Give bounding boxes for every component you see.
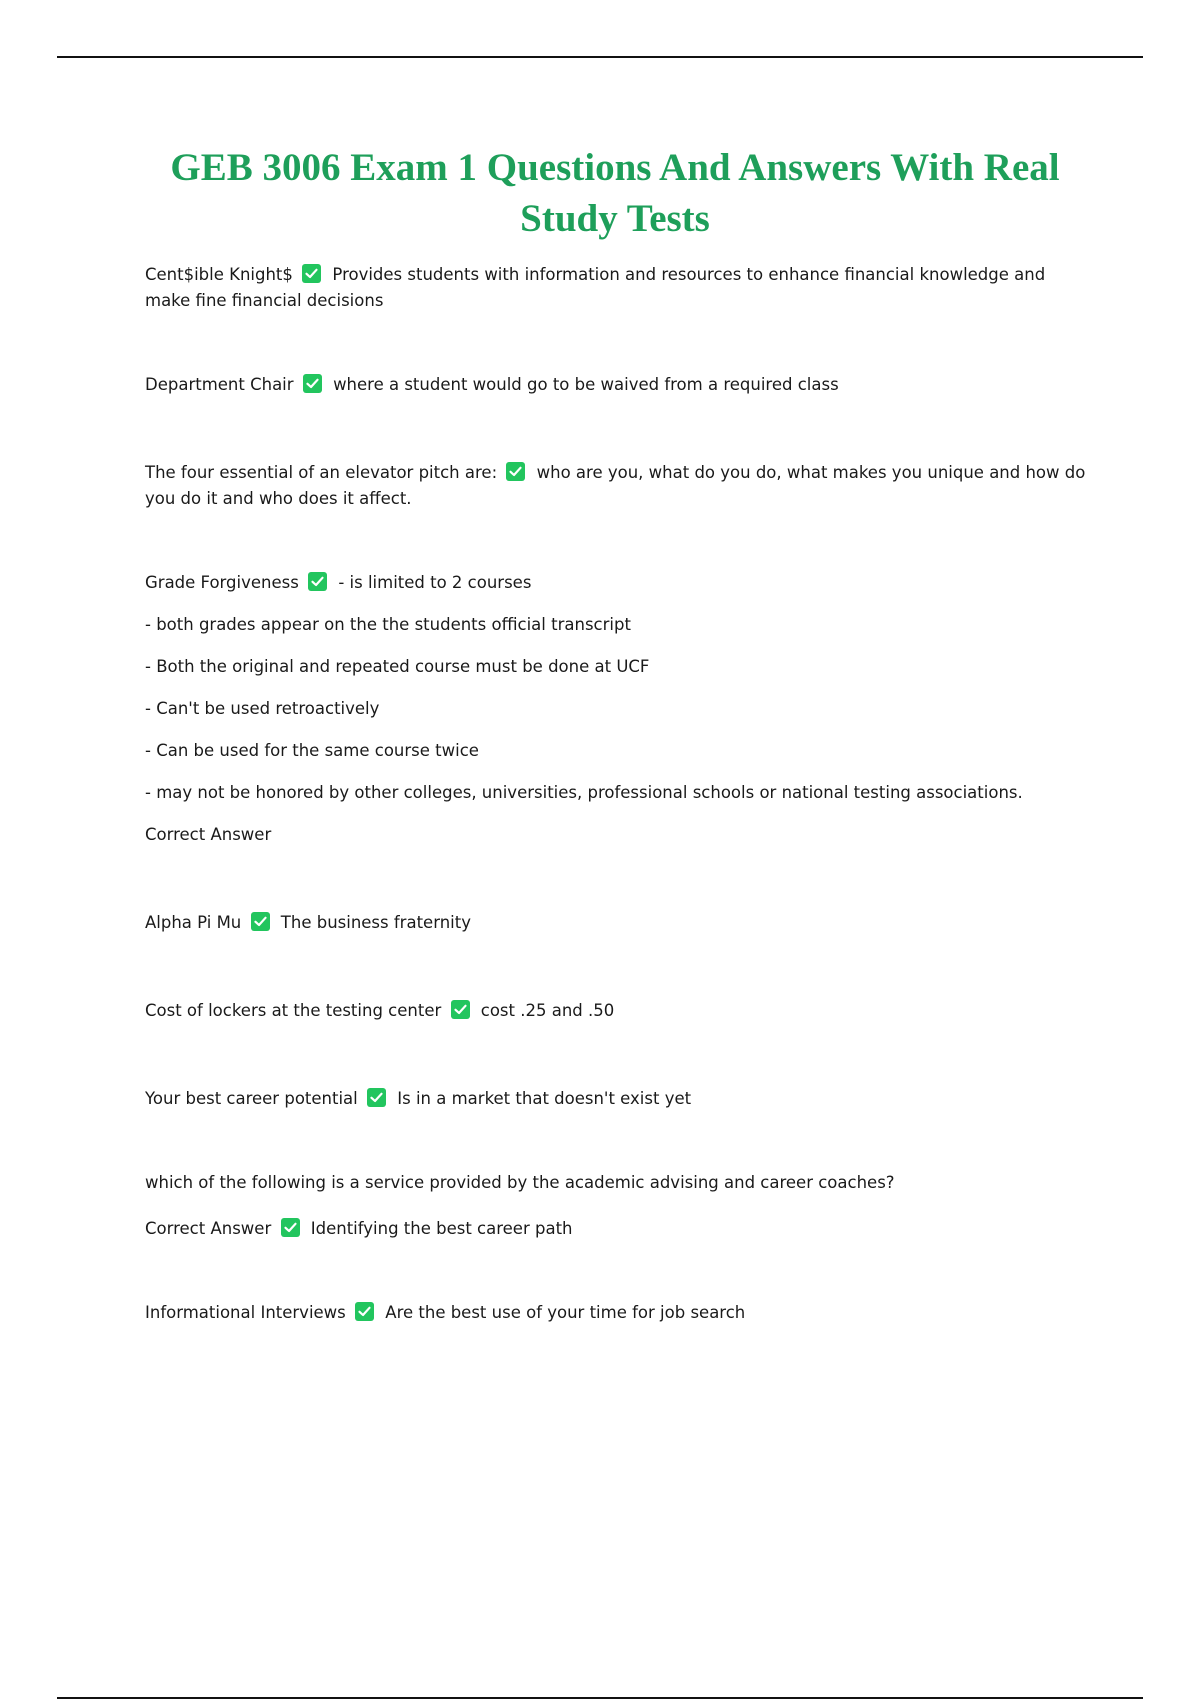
answer: where a student would go to be waived from a required class bbox=[333, 375, 839, 394]
term: Cost of lockers at the testing center bbox=[145, 1001, 442, 1020]
checkmark-icon bbox=[367, 1088, 386, 1107]
list-item: - both grades appear on the the students official transcript bbox=[145, 615, 631, 634]
answer: Identifying the best career path bbox=[310, 1219, 573, 1238]
term: Cent$ible Knight$ bbox=[145, 265, 293, 284]
answer: Are the best use of your time for job search bbox=[385, 1303, 746, 1322]
term: Alpha Pi Mu bbox=[145, 913, 242, 932]
term: Your best career potential bbox=[145, 1089, 358, 1108]
qa-entry-advising bbox=[145, 1216, 1090, 1242]
qa-entry-alpha-pi-mu bbox=[145, 910, 1090, 936]
checkmark-icon bbox=[451, 1000, 470, 1019]
qa-entry-elevator-pitch bbox=[145, 460, 1090, 512]
checkmark-icon bbox=[506, 462, 525, 481]
list-item: - Can't be used retroactively bbox=[145, 699, 380, 718]
term: The four essential of an elevator pitch are: bbox=[145, 463, 498, 482]
checkmark-icon bbox=[302, 264, 321, 283]
correct-answer-label: Correct Answer bbox=[145, 825, 272, 844]
document-title: GEB 3006 Exam 1 Questions And Answers With Real Study Tests bbox=[170, 146, 1060, 240]
list-item: - may not be honored by other colleges, universities, professional schools or national testing associations. bbox=[145, 783, 1023, 802]
qa-entry-department-chair bbox=[145, 372, 1090, 398]
answer: who are you, what do you do, what makes you unique and how do you do it and who does it affect. bbox=[145, 463, 1086, 508]
list-item: - Can be used for the same course twice bbox=[145, 741, 479, 760]
bottom-rule bbox=[57, 1697, 1143, 1699]
question-advising: which of the following is a service provided by the academic advising and career coaches? bbox=[145, 1173, 895, 1192]
answer: cost .25 and .50 bbox=[480, 1001, 615, 1020]
checkmark-icon bbox=[281, 1218, 300, 1237]
qa-entry-informational-interviews bbox=[145, 1300, 1090, 1326]
qa-entry-career-potential bbox=[145, 1086, 1090, 1112]
list-item: - Both the original and repeated course must be done at UCF bbox=[145, 657, 650, 676]
qa-entry-centsible bbox=[145, 262, 1090, 314]
checkmark-icon bbox=[308, 572, 327, 591]
answer: - is limited to 2 courses bbox=[338, 573, 532, 592]
qa-content bbox=[145, 262, 1090, 1326]
checkmark-icon bbox=[303, 374, 322, 393]
answer: Provides students with information and resources to enhance financial knowledge and make fine financial decisions bbox=[145, 265, 1046, 310]
top-rule bbox=[57, 56, 1143, 58]
qa-entry-lockers bbox=[145, 998, 1090, 1024]
term: Department Chair bbox=[145, 375, 294, 394]
checkmark-icon bbox=[355, 1302, 374, 1321]
checkmark-icon bbox=[251, 912, 270, 931]
answer: Is in a market that doesn't exist yet bbox=[397, 1089, 692, 1108]
term: Grade Forgiveness bbox=[145, 573, 299, 592]
qa-entry-grade-forgiveness bbox=[145, 570, 1090, 596]
term: Informational Interviews bbox=[145, 1303, 346, 1322]
answer: The business fraternity bbox=[280, 913, 471, 932]
term: Correct Answer bbox=[145, 1219, 272, 1238]
